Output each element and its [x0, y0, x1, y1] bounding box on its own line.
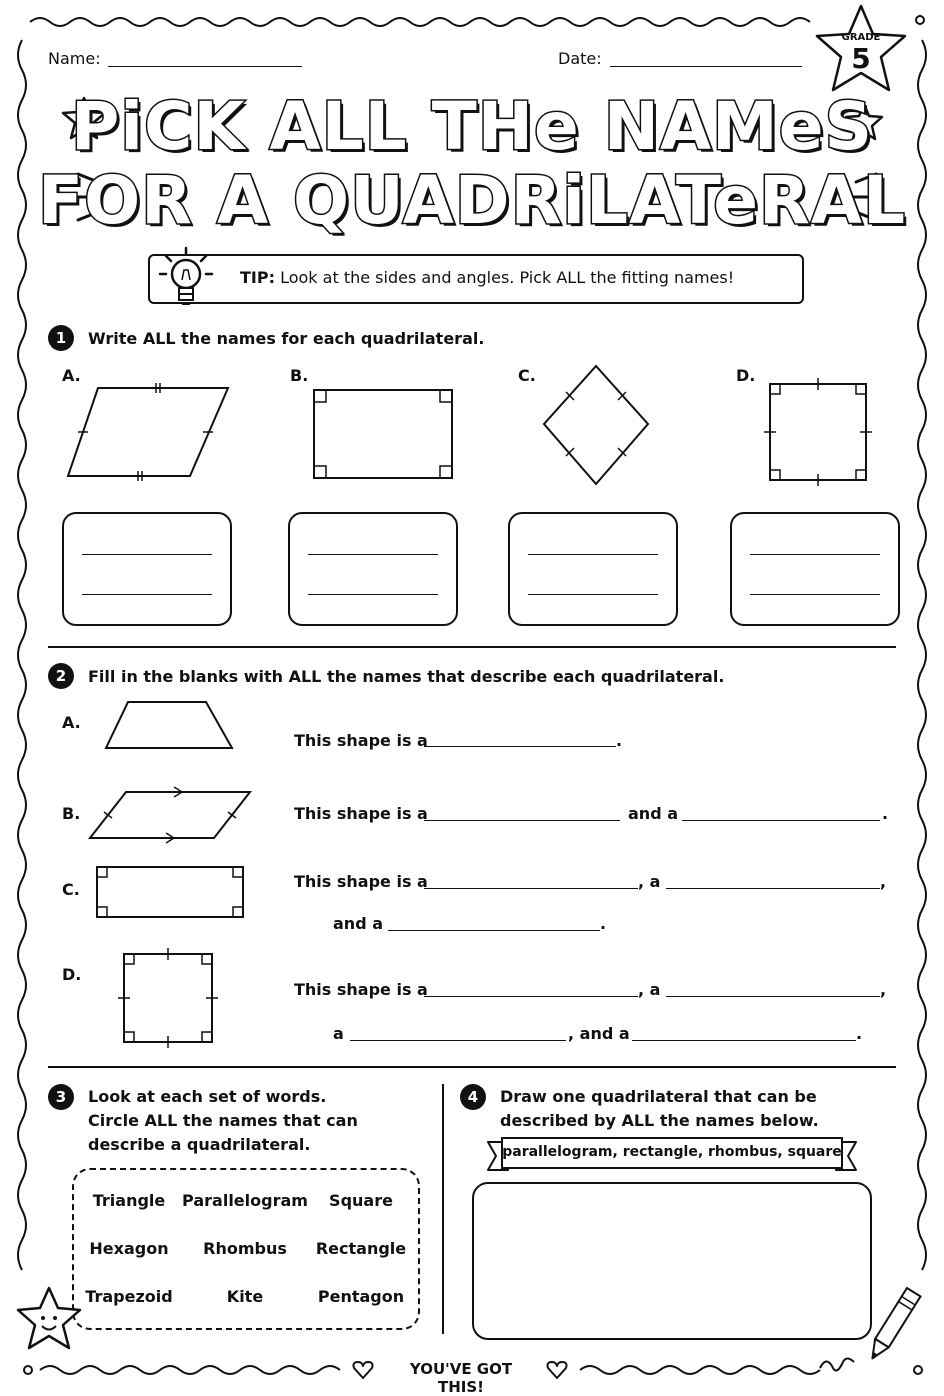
s2-parallelogram-shape: [86, 786, 256, 846]
s2d-comma: ,: [880, 980, 887, 999]
word-parallelogram[interactable]: Parallelogram: [182, 1191, 308, 1210]
section3-instruction-2: Circle ALL the names that can: [88, 1111, 358, 1130]
s1-square-shape: [760, 374, 880, 494]
s1-rhombus-shape: [536, 360, 656, 490]
section2-instruction: Fill in the blanks with ALL the names that describe each quadrilateral.: [88, 667, 725, 686]
s2d-blank-2[interactable]: [666, 996, 880, 997]
s1-label-a: A.: [62, 366, 81, 385]
s1-answer-box-d[interactable]: [730, 512, 900, 626]
heart-left-icon: [352, 1360, 374, 1380]
s2d-blank-3[interactable]: [350, 1040, 566, 1041]
s1-answer-box-a[interactable]: [62, 512, 232, 626]
word-triangle[interactable]: Triangle: [92, 1191, 166, 1210]
s2d-a: a: [333, 1024, 344, 1043]
word-square[interactable]: Square: [329, 1191, 393, 1210]
s2-label-a: A.: [62, 713, 81, 732]
s2-rectangle-shape: [92, 862, 252, 922]
tip-text: [240, 268, 734, 287]
s1-label-d: D.: [736, 366, 756, 385]
tip-bold: TIP:: [240, 268, 275, 287]
divider-1: [48, 646, 896, 648]
s2c-prefix: This shape is a: [294, 872, 428, 891]
section3-instruction-3: describe a quadrilateral.: [88, 1135, 311, 1154]
worksheet-title-line1: PiCK ALL THe NAMeS: [70, 88, 873, 165]
s2c-comma-a: , a: [638, 872, 661, 891]
footer-text: YOU'VE GOT THIS!: [409, 1360, 513, 1396]
section4-instruction-1: Draw one quadrilateral that can be: [500, 1087, 817, 1106]
s2d-blank-4[interactable]: [632, 1040, 856, 1041]
s1-answer-box-c[interactable]: [508, 512, 678, 626]
s2-label-c: C.: [62, 880, 80, 899]
s2d-prefix: This shape is a: [294, 980, 428, 999]
squiggle-doodle: [818, 1350, 858, 1380]
tip-body: Look at the sides and angles. Pick ALL the fitting names!: [280, 268, 735, 287]
section3-number: 3: [48, 1084, 74, 1110]
s2d-blank-1[interactable]: [424, 996, 638, 997]
name-label: Name:: [48, 49, 101, 68]
s2-label-b: B.: [62, 804, 81, 823]
word-trapezoid[interactable]: Trapezoid: [85, 1287, 173, 1306]
s2c-blank-2[interactable]: [666, 888, 880, 889]
s2c-blank-1[interactable]: [424, 888, 638, 889]
s2-label-d: D.: [62, 965, 82, 984]
s2-square-shape: [114, 944, 224, 1054]
drawing-area[interactable]: [472, 1182, 872, 1340]
s2a-prefix: This shape is a: [294, 731, 428, 750]
divider-2: [48, 1066, 896, 1068]
s2b-and-a: and a: [628, 804, 679, 823]
s2c-comma: ,: [880, 872, 887, 891]
section4-instruction-2: described by ALL the names below.: [500, 1111, 819, 1130]
banner-text: parallelogram, rectangle, rhombus, square: [502, 1144, 842, 1160]
s2d-comma-and-a: , and a: [568, 1024, 630, 1043]
date-field[interactable]: [610, 66, 802, 67]
word-kite[interactable]: Kite: [226, 1287, 264, 1306]
s2d-period: .: [856, 1024, 863, 1043]
s1-label-c: C.: [518, 366, 536, 385]
s1-parallelogram-shape: [60, 380, 240, 490]
s2b-prefix: This shape is a: [294, 804, 428, 823]
heart-right-icon: [546, 1360, 568, 1380]
section1-instruction: Write ALL the names for each quadrilateral.: [88, 329, 485, 348]
s2c-period: .: [600, 914, 607, 933]
date-label: Date:: [558, 49, 602, 68]
section4-number: 4: [460, 1084, 486, 1110]
pencil-icon: [862, 1282, 922, 1372]
word-pentagon[interactable]: Pentagon: [317, 1287, 405, 1306]
s2a-blank-1[interactable]: [424, 746, 616, 747]
worksheet-title-line2: FOR A QUADRiLATeRAL: [37, 162, 906, 239]
s1-answer-box-b[interactable]: [288, 512, 458, 626]
section3-instruction-1: Look at each set of words.: [88, 1087, 327, 1106]
s2b-blank-1[interactable]: [424, 820, 620, 821]
s1-rectangle-shape: [308, 384, 458, 484]
section2-number: 2: [48, 663, 74, 689]
s2-trapezoid-shape: [100, 696, 240, 756]
section1-number: 1: [48, 325, 74, 351]
word-hexagon[interactable]: Hexagon: [89, 1239, 169, 1258]
smiling-star-icon: [14, 1284, 84, 1354]
word-rhombus[interactable]: Rhombus: [203, 1239, 287, 1258]
name-field[interactable]: [108, 66, 302, 67]
grade-label: GRADE: [841, 32, 881, 43]
grade-value: 5: [851, 42, 871, 75]
s1-label-b: B.: [290, 366, 309, 385]
s2b-period: .: [882, 804, 889, 823]
word-rectangle[interactable]: Rectangle: [315, 1239, 407, 1258]
s2c-blank-3[interactable]: [388, 930, 600, 931]
s2c-and-a: and a: [333, 914, 384, 933]
s2b-blank-2[interactable]: [682, 820, 880, 821]
s2a-period: .: [616, 731, 623, 750]
s2d-comma-a: , a: [638, 980, 661, 999]
vertical-divider: [442, 1084, 444, 1334]
